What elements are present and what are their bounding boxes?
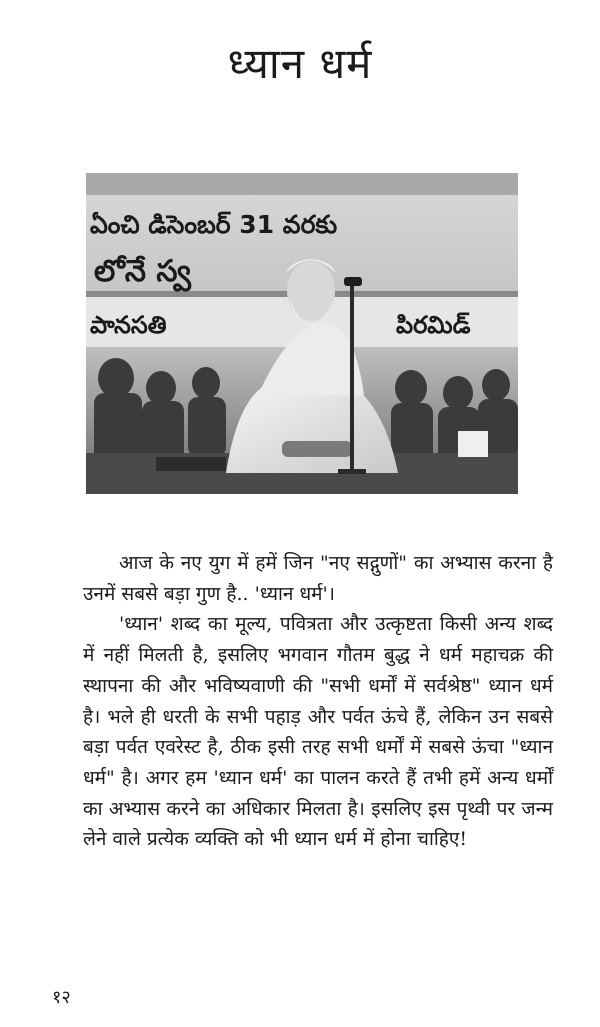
page-title: ध्यान धर्म bbox=[227, 39, 373, 88]
paragraph-2: 'ध्यान' शब्द का मूल्य, पवित्रता और उत्कृष्टता किसी अन्य शब्द में नहीं मिलती है, इसलिए भगवान गौतम बुद्ध ने धर्म महाचक्र की स्थापना की और भविष्यवाणी की "सभी धर्मों में सर्वश्रेष्ठ" ध्यान धर्म है। भले ही धरती के सभी पहाड़ और पर्वत ऊंचे हैं, लेकिन उन सबसे बड़ा पर्वत एवरेस्ट है, ठीक इसी तरह सभी धर्मों में सबसे ऊंचा "ध्यान धर्म" है। अगर हम 'ध्यान धर्म' का पालन करते हैं तभी हमें अन्य धर्मों का अभ्यास करने का अधिकार मिलता है। इसलिए इस पृथ्वी पर जन्म लेने वाले प्रत्येक व्यक्ति को भी ध्यान धर्म में होना चाहिए! bbox=[83, 613, 553, 851]
stage-item-right bbox=[458, 431, 488, 457]
banner-line-1: ఏంచి డిసెంబర్ 31 వరకు bbox=[90, 210, 338, 239]
banner-line-3-left: పానసతి bbox=[90, 311, 167, 339]
body-text bbox=[83, 548, 553, 855]
banner-line-2: లోనే స్వ bbox=[94, 254, 191, 289]
stage-item-left bbox=[156, 457, 226, 471]
banner-line-3-right: పిరమిడ్ bbox=[396, 311, 471, 339]
banner-top-strip bbox=[86, 173, 518, 195]
page-number: १२ bbox=[52, 987, 71, 1008]
paragraph-1: आज के नए युग में हमें जिन "नए सद्गुणों" का अभ्यास करना है उनमें सबसे बड़ा गुण है.. 'ध्यान धर्म'। bbox=[83, 552, 553, 605]
speaker-photo bbox=[86, 173, 518, 494]
